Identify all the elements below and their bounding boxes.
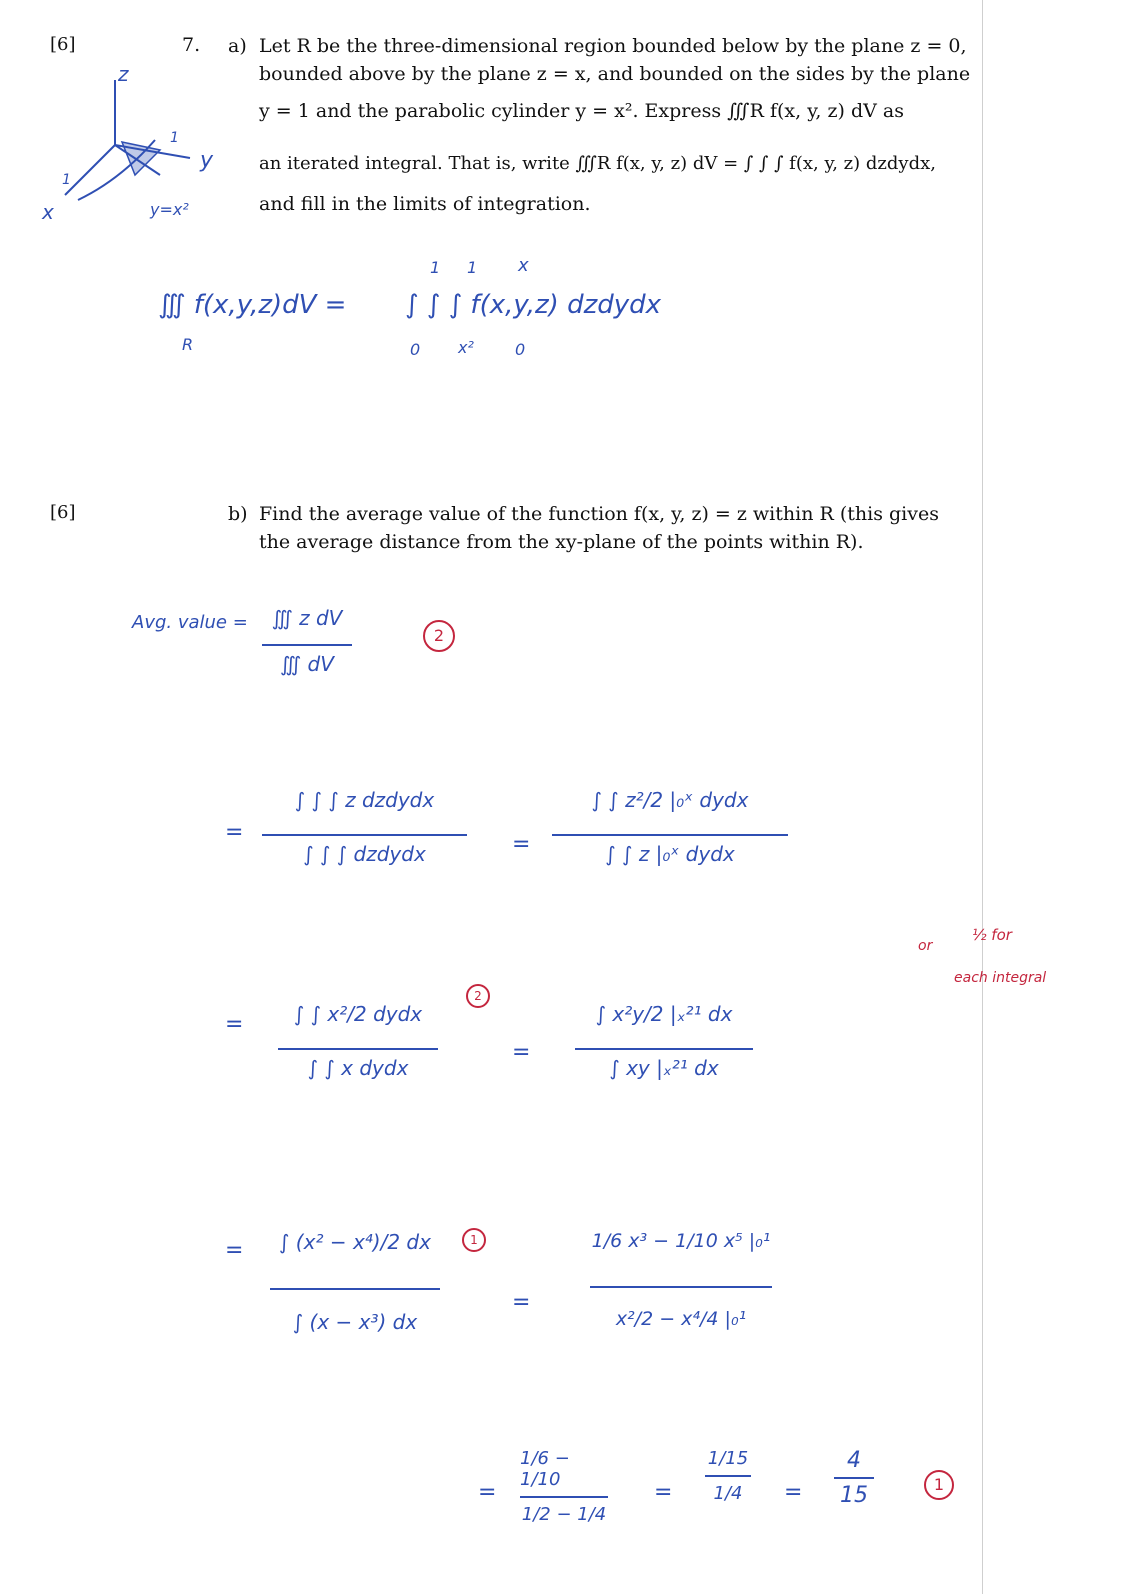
answer-a-lower-3: 0 (515, 340, 526, 359)
grade-mark-2b: 2 (466, 984, 490, 1008)
note-each: each integral (954, 970, 1047, 986)
step1b-num: ∫ ∫ z²/2 |₀ˣ dydx (591, 788, 749, 812)
fraction-bar (262, 834, 467, 836)
step2-fraction (278, 1002, 438, 1080)
answer-a-integral: ∫ ∫ ∫ f(x,y,z) dzdydx (405, 290, 662, 320)
final-num: 4 (847, 1448, 861, 1473)
part-a-line3: y = 1 and the parabolic cylinder y = x². Express ∭R f(x, y, z) dV as (259, 100, 904, 122)
final-answer (834, 1448, 874, 1508)
step4b-den: 1/4 (713, 1483, 743, 1504)
avg-label: Avg. value = (132, 612, 248, 633)
final-den: 15 (840, 1483, 868, 1508)
grade-mark-2a: 2 (423, 620, 455, 652)
step1b-fraction (552, 788, 788, 866)
step1-num: ∫ ∫ ∫ z dzdydx (294, 788, 435, 812)
step1b-den: ∫ ∫ z |₀ˣ dydx (605, 842, 735, 866)
step2-num: ∫ ∫ x²/2 dydx (293, 1002, 423, 1026)
step3b-fraction (590, 1230, 772, 1330)
step3b-num: 1/6 x³ − 1/10 x⁵ |₀¹ (591, 1230, 771, 1252)
sketch-tick-1a: 1 (170, 130, 179, 146)
part-b-line1: Find the average value of the function f(x, y, z) = z within R (this gives (259, 503, 939, 525)
grade-mark-1b: 1 (924, 1470, 954, 1500)
eq-3b: = (512, 1290, 531, 1315)
eq-1: = (225, 820, 244, 845)
fraction-bar (520, 1496, 608, 1498)
fraction-bar (834, 1477, 874, 1479)
eq-4b: = (654, 1480, 673, 1505)
sketch-curve-label: y=x² (150, 200, 189, 219)
part-a-line5: and fill in the limits of integration. (259, 193, 591, 215)
grade-mark-1a: 1 (462, 1228, 486, 1252)
step4-fraction (520, 1448, 608, 1525)
eq-2b: = (512, 1040, 531, 1065)
part-a-line2: bounded above by the plane z = x, and bounded on the sides by the plane (259, 63, 971, 85)
answer-a-lhs-sub: R (182, 335, 194, 354)
eq-2: = (225, 1012, 244, 1037)
fraction-bar (575, 1048, 753, 1050)
step3-num: ∫ (x² − x⁴)/2 dx (279, 1230, 431, 1254)
step4b-num: 1/15 (707, 1448, 749, 1469)
eq-4c: = (784, 1480, 803, 1505)
step2b-fraction (575, 1002, 753, 1080)
sketch-y-label: y (200, 148, 214, 173)
answer-a-upper-2: 1 (467, 258, 478, 277)
marks-a: [6] (50, 34, 76, 55)
sketch-tick-1b: 1 (62, 172, 71, 188)
eq-1b: = (512, 832, 531, 857)
step3-fraction (270, 1230, 440, 1334)
fraction-bar (262, 644, 352, 646)
sketch-z-label: z (118, 62, 129, 86)
step1-den: ∫ ∫ ∫ dzdydx (303, 842, 426, 866)
eq-3: = (225, 1238, 244, 1263)
part-a-label: a) (228, 35, 247, 57)
answer-a-lower-1: 0 (410, 340, 421, 359)
step3b-den: x²/2 − x⁴/4 |₀¹ (615, 1308, 747, 1330)
step2b-den: ∫ xy |ₓ²¹ dx (609, 1056, 719, 1080)
fraction-bar (552, 834, 788, 836)
sketch-x-label: x (42, 200, 54, 224)
step2b-num: ∫ x²y/2 |ₓ²¹ dx (595, 1002, 733, 1026)
margin-rule (982, 0, 983, 1594)
note-for: ½ for (972, 926, 1012, 944)
part-a-line4: an iterated integral. That is, write ∭R f(x, y, z) dV = ∫ ∫ ∫ f(x, y, z) dzdydx, (259, 153, 936, 174)
step4-num: 1/6 − 1/10 (520, 1448, 570, 1490)
avg-den: ∭ dV (280, 652, 334, 676)
fraction-bar (705, 1475, 751, 1477)
fraction-bar (270, 1288, 440, 1290)
answer-a-upper-1: 1 (430, 258, 441, 277)
answer-a-lower-2: x² (458, 338, 474, 357)
answer-a-lhs: ∭ f(x,y,z)dV = (158, 290, 347, 320)
step2-den: ∫ ∫ x dydx (307, 1056, 409, 1080)
part-b-line2: the average distance from the xy-plane of the points within R). (259, 531, 864, 553)
part-a-line1: Let R be the three-dimensional region bounded below by the plane z = 0, (259, 35, 967, 57)
eq-4: = (478, 1480, 497, 1505)
fraction-bar (590, 1286, 772, 1288)
fraction-bar (278, 1048, 438, 1050)
step4b-fraction (705, 1448, 751, 1504)
marks-b: [6] (50, 502, 76, 523)
avg-fraction (262, 606, 352, 676)
answer-a-upper-3: x (518, 255, 529, 276)
question-number: 7. (182, 34, 201, 56)
step1-fraction (262, 788, 467, 866)
note-or: or (918, 938, 933, 954)
part-b-label: b) (228, 503, 248, 525)
step3-den: ∫ (x − x³) dx (292, 1310, 418, 1334)
avg-num: ∭ z dV (271, 606, 343, 630)
step4-den: 1/2 − 1/4 (521, 1504, 607, 1525)
